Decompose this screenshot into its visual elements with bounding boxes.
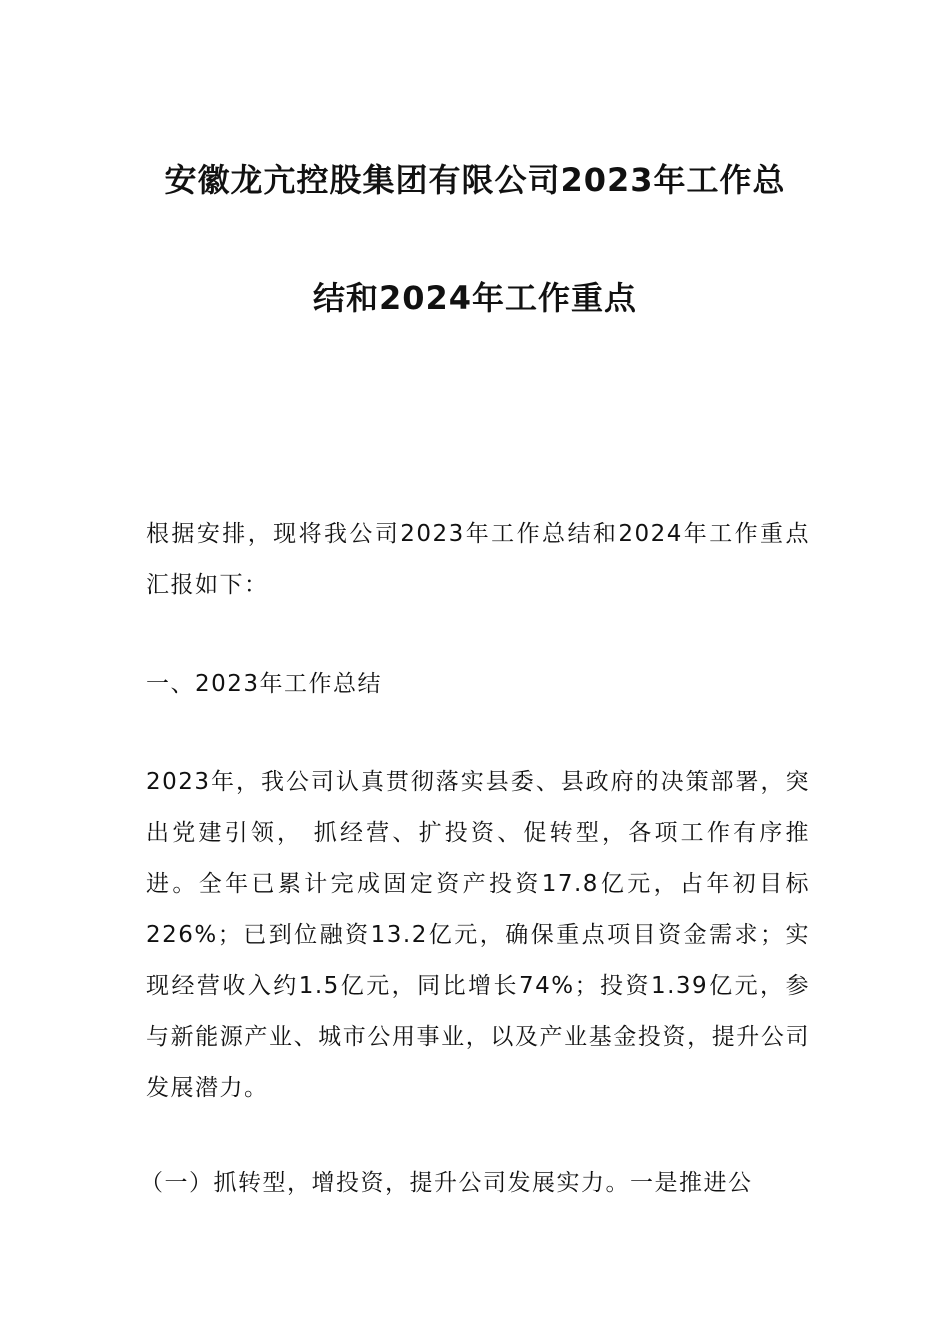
section-heading-2023-summary: 一、2023年工作总结 — [146, 671, 383, 697]
summary-paragraph: 2023年，我公司认真贯彻落实县委、县政府的决策部署，突出党建引领， 抓经营、扩投资、促转型，各项工作有序推进。全年已累计完成固定资产投资17.8亿元，占年初目标226%；已到位融资13.2亿元，确保重点项目资金需求；实现经营收入约1.5亿元，同比增长74%；投资1.39亿元，参与新能源产业、城市公用事业，以及产业基金投资，提升公司发展潜力。 — [146, 769, 810, 1101]
subsection-paragraph-start: （一）抓转型，增投资，提升公司发展实力。一是推进公 — [140, 1170, 753, 1196]
document-title-line-1: 安徽龙亢控股集团有限公司2023年工作总 — [164, 161, 786, 199]
document-title-line-2: 结和2024年工作重点 — [312, 279, 638, 317]
intro-paragraph: 根据安排，现将我公司2023年工作总结和2024年工作重点汇报如下： — [146, 521, 810, 598]
